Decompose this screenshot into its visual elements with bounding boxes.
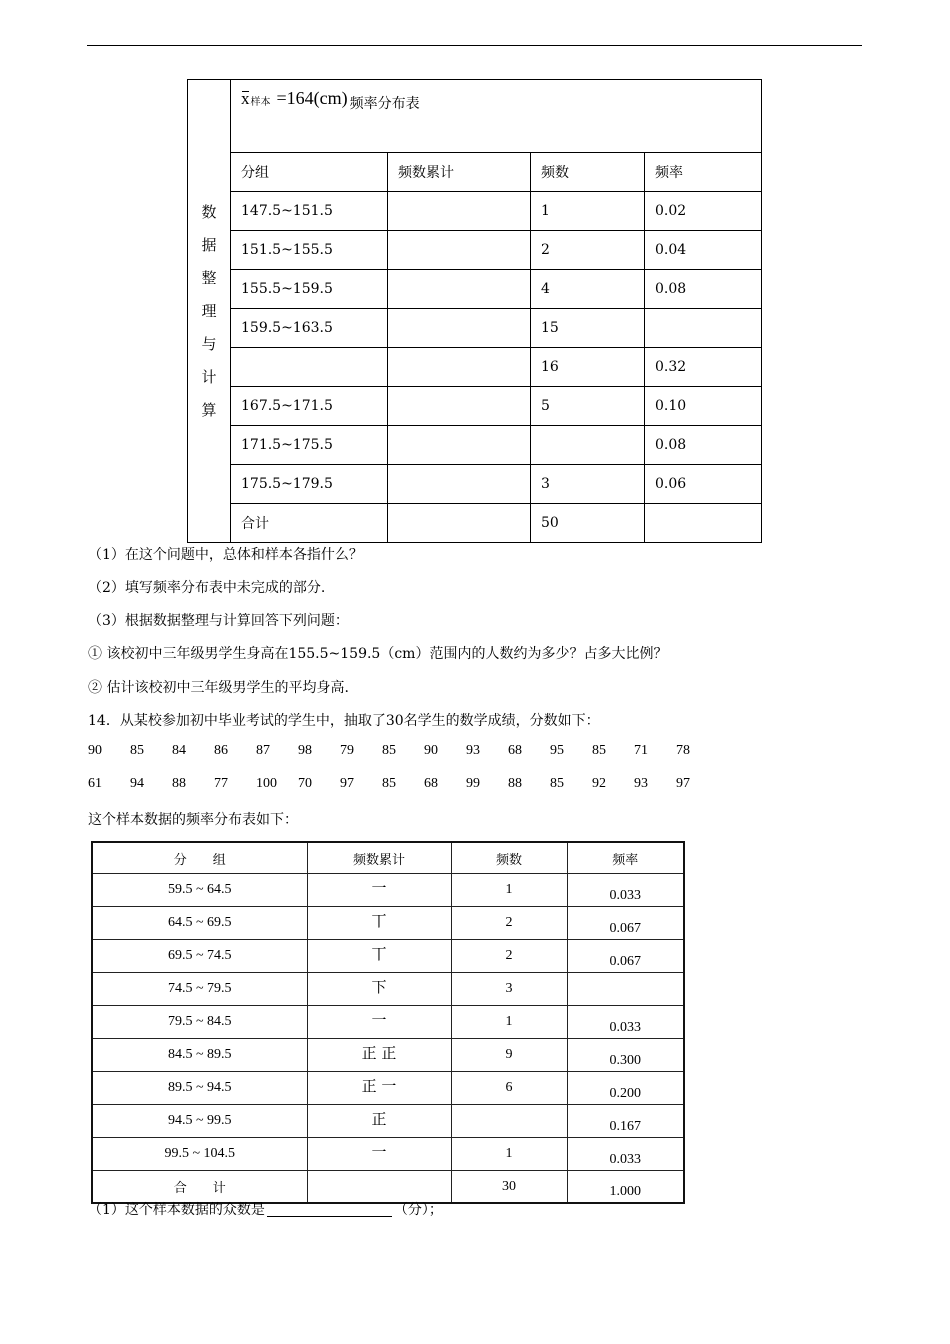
question-3-2: ② 估计该校初中三年级男学生的平均身高.: [88, 680, 349, 696]
table-header-row: 分组 频数累计 频数 频率: [188, 153, 762, 192]
table-title: 频率分布表: [349, 96, 420, 112]
table-header-row: 分 组 频数累计 频数 频率: [92, 842, 684, 874]
side-label: 数 据 整 理 与 计 算: [188, 80, 231, 543]
tally-mark: 丅: [307, 907, 451, 940]
table-row: 147.5~151.5 1 0.02: [188, 192, 762, 231]
table-row: 16 0.32: [188, 348, 762, 387]
table-row: 69.5 ~ 74.5 丅 2 0.067: [92, 940, 684, 973]
table-row: 151.5~155.5 2 0.04: [188, 231, 762, 270]
table-row: 171.5~175.5 0.08: [188, 426, 762, 465]
mean-value: =164(cm): [276, 88, 348, 108]
question-3-1: ① 该校初中三年级男学生身高在155.5~159.5（cm）范围内的人数约为多少？占多大比例？: [88, 646, 668, 662]
table-row: 99.5 ~ 104.5 一 1 0.033: [92, 1138, 684, 1171]
question-3: （3）根据数据整理与计算回答下列问题：: [88, 613, 349, 629]
table-total-row: 合计 50: [188, 504, 762, 543]
tally-mark: 一: [307, 1138, 451, 1171]
tally-mark: 正: [307, 1105, 451, 1138]
answer-blank[interactable]: [267, 1202, 392, 1217]
tally-mark: 下: [307, 973, 451, 1006]
tally-mark: 正 正: [307, 1039, 451, 1072]
table-row: 167.5~171.5 5 0.10: [188, 387, 762, 426]
table-title-cell: x样本 =164(cm) 频率分布表: [231, 80, 762, 153]
score-row-1: 90 85 84 86 87 98 79 85 90 93 68 95 85 71 78: [88, 743, 690, 758]
table-row: 175.5~179.5 3 0.06: [188, 465, 762, 504]
frequency-table-heights: [187, 79, 762, 543]
table-2-intro: 这个样本数据的频率分布表如下：: [88, 812, 298, 828]
table-total-row: 合 计 30 1.000: [92, 1171, 684, 1204]
table-row: 64.5 ~ 69.5 丅 2 0.067: [92, 907, 684, 940]
tally-mark: 丅: [307, 940, 451, 973]
problem-14-intro: 14．从某校参加初中毕业考试的学生中，抽取了30名学生的数学成绩，分数如下：: [88, 713, 600, 729]
table-row: 74.5 ~ 79.5 下 3: [92, 973, 684, 1006]
x-bar-symbol: x: [241, 89, 250, 108]
table-row: 79.5 ~ 84.5 一 1 0.033: [92, 1006, 684, 1039]
table-row: 84.5 ~ 89.5 正 正 9 0.300: [92, 1039, 684, 1072]
question-1: （1）在这个问题中，总体和样本各指什么？: [88, 547, 363, 563]
frequency-table-scores: [91, 841, 685, 1204]
table-row: 155.5~159.5 4 0.08: [188, 270, 762, 309]
table-row: 59.5 ~ 64.5 一 1 0.033: [92, 874, 684, 907]
tally-mark: 一: [307, 874, 451, 907]
score-row-2: 61 94 88 77 100 70 97 85 68 99 88 85 92 93 97: [88, 776, 690, 791]
problem-14-question-1: （1）这个样本数据的众数是 （分）；: [88, 1202, 443, 1218]
table-row: 159.5~163.5 15: [188, 309, 762, 348]
header-rule: [87, 45, 862, 46]
question-2: （2）填写频率分布表中未完成的部分.: [88, 580, 326, 596]
table-row: 89.5 ~ 94.5 正 一 6 0.200: [92, 1072, 684, 1105]
table-row: 94.5 ~ 99.5 正 0.167: [92, 1105, 684, 1138]
tally-mark: 正 一: [307, 1072, 451, 1105]
tally-mark: 一: [307, 1006, 451, 1039]
